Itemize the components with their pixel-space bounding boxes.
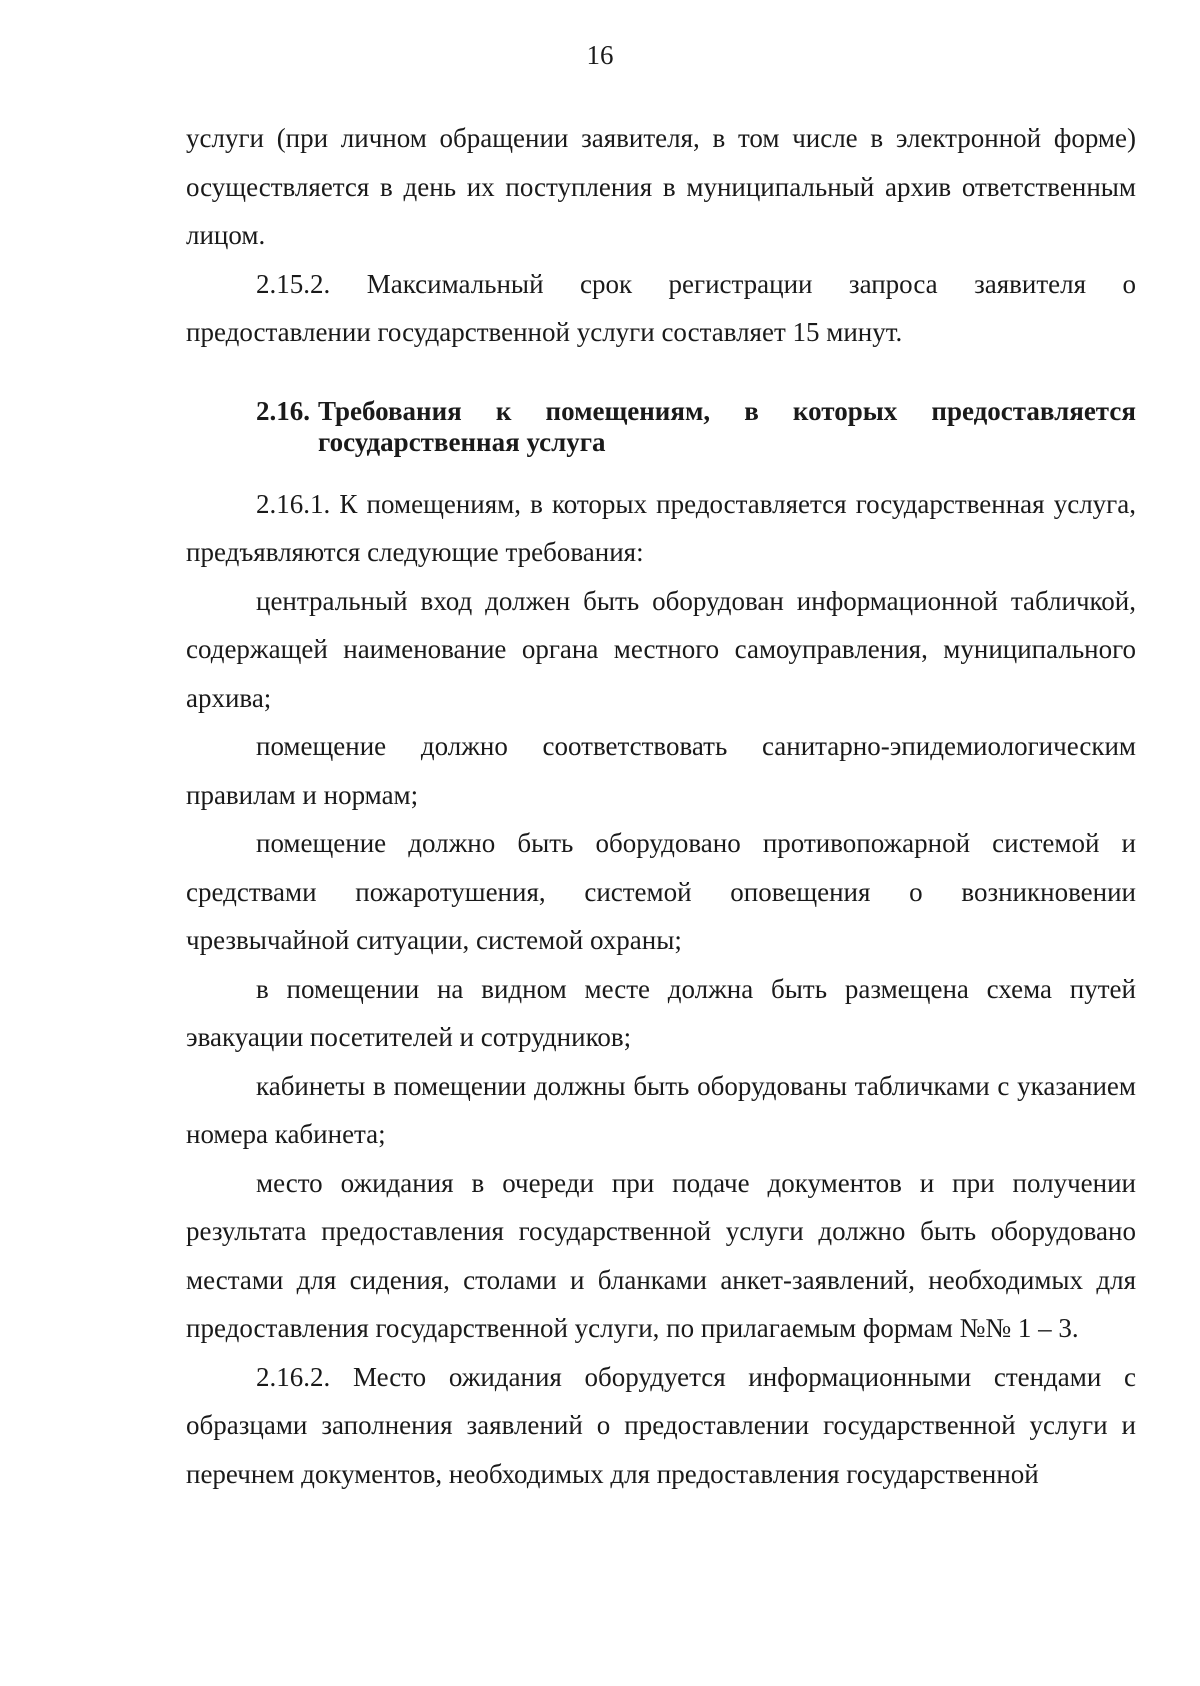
requirement-evacuation-plan: в помещении на видном месте должна быть размещена схема путей эвакуации посетителей и сотрудников; [186, 973, 1136, 1052]
requirement-office-plates: кабинеты в помещении должны быть оборудованы табличками с указанием номера кабинета; [186, 1070, 1136, 1149]
page-number: 16 [586, 40, 614, 70]
section-heading-number: 2.16. [256, 395, 310, 426]
paragraph-continuation: услуги (при личном обращении заявителя, в том числе в электронной форме) осуществляется в день их поступления в муниципальный архив ответственным лицом. [186, 123, 1136, 250]
paragraph-2-15-2: 2.15.2. Максимальный срок регистрации запроса заявителя о предоставлении государственной услуги составляет 15 минут. [186, 268, 1136, 347]
paragraph-2-16-1: 2.16.1. К помещениям, в которых предоставляется государственная услуга, предъявляются следующие требования: [186, 488, 1136, 567]
section-heading-2-16 [186, 396, 1136, 458]
page-content [186, 114, 1136, 1498]
requirement-entrance-sign: центральный вход должен быть оборудован информационной табличкой, содержащей наименование органа местного самоуправления, муниципального архива; [186, 585, 1136, 713]
requirement-fire-safety: помещение должно быть оборудовано противопожарной системой и средствами пожаротушения, системой оповещения о возникновении чрезвычайной ситуации, системой охраны; [186, 828, 1136, 955]
section-heading-title: Требования к помещениям, в которых предоставляется государственная услуга [318, 395, 1136, 457]
requirement-sanitary-rules: помещение должно соответствовать санитарно-эпидемиологическим правилам и нормам; [186, 731, 1136, 810]
requirement-waiting-area: место ожидания в очереди при подаче документов и при получении результата предоставления государственной услуги должно быть оборудовано местами для сидения, столами и бланками анкет-заявлений, необходимых для предоставления государственной услуги, по прилагаемым формам №№ 1 – 3. [186, 1167, 1136, 1343]
paragraph-2-16-2: 2.16.2. Место ожидания оборудуется информационными стендами с образцами заполнения заявлений о предоставлении государственной услуги и перечнем документов, необходимых для предоставления государственной [186, 1361, 1136, 1489]
